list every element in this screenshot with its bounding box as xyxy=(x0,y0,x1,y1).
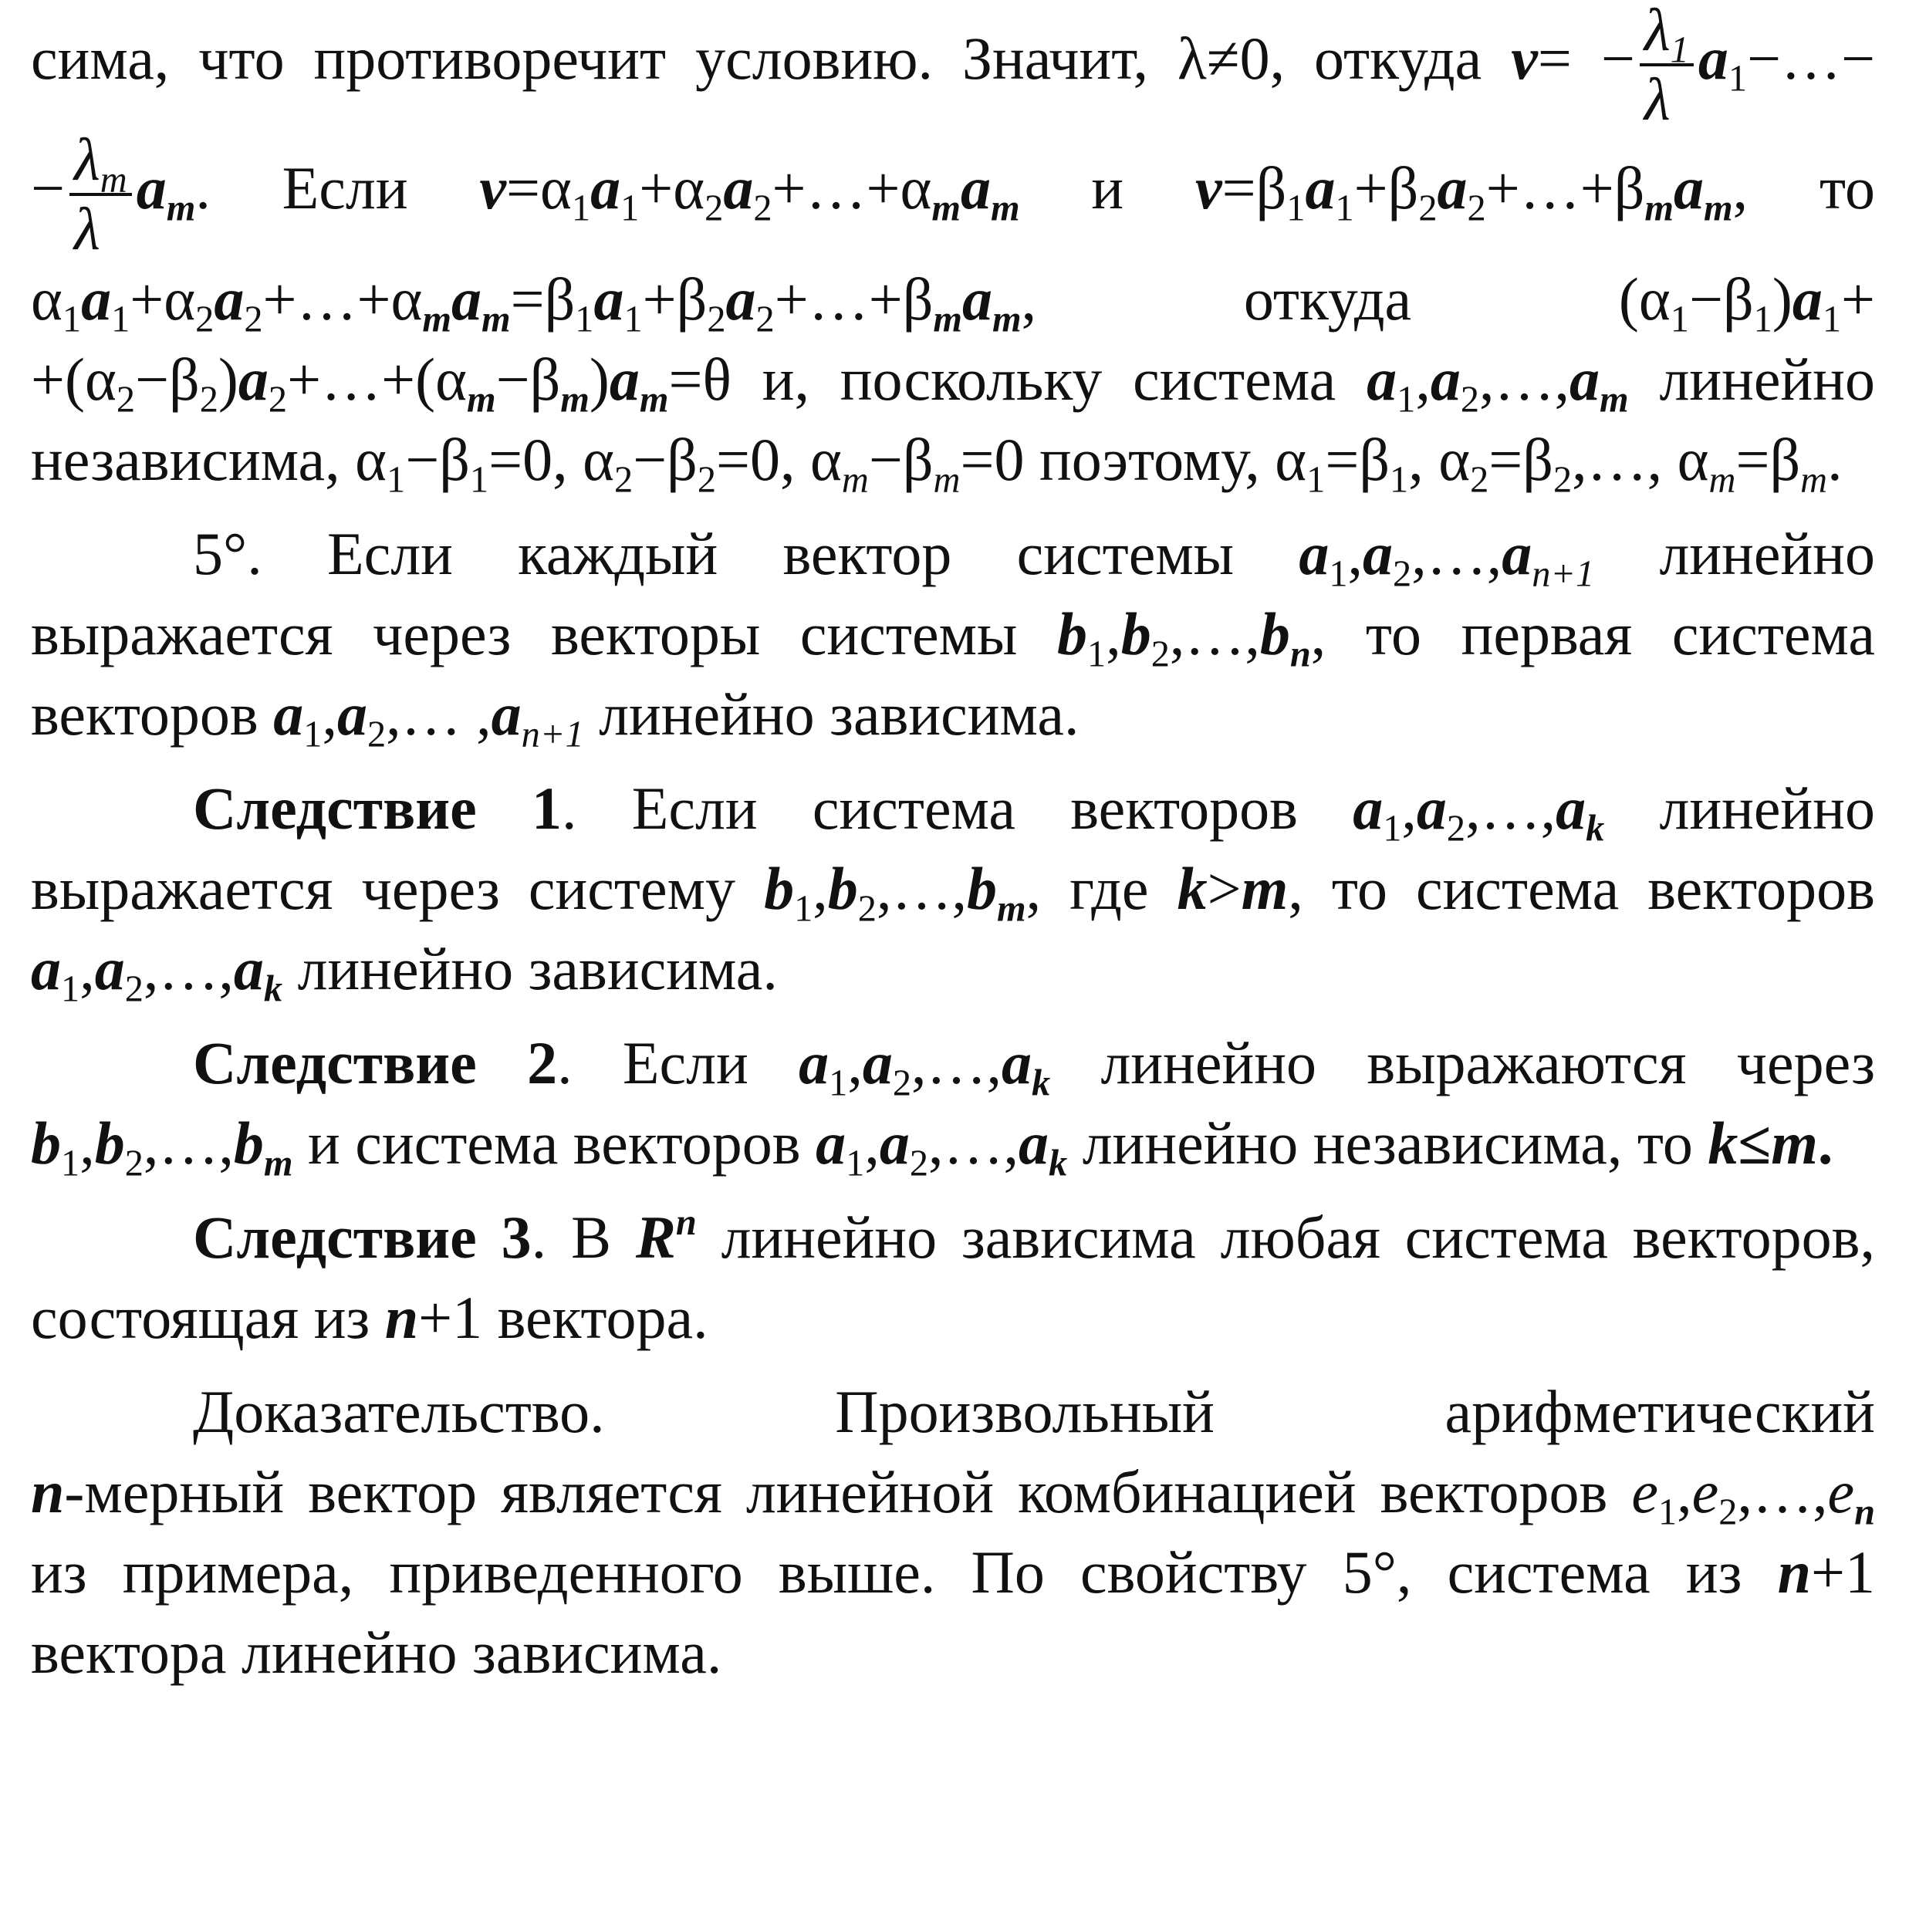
formula-equal-1: $\alpha_1=\beta_1$, xyxy=(1275,426,1424,501)
fraction-lambda1-over-lambda: $\frac{\lambda_1}{\lambda}$ xyxy=(1640,0,1694,130)
text: вектора. xyxy=(497,1284,708,1351)
text: и xyxy=(1091,154,1124,221)
text: Если xyxy=(622,1029,748,1096)
formula-system-a-n1: $a_1,a_2,\dots,a_{n+1}$ xyxy=(1299,520,1595,595)
formula-n-dim: n-мерный вектор является линейной комбинацией векторов xyxy=(31,1458,1608,1525)
formula-alpha-eq-beta: $\alpha_1a_1+\alpha_2a_2+\dots+\alpha_ma_m=\beta_1a_1+\beta_2a_2+\dots+\beta_ma_m$, xyxy=(31,265,1037,340)
formula-system-b-m: $b_1,b_2,\dots,b_m$ xyxy=(764,855,1026,930)
corollary-1: Следствие 1. Если система векторов $a_1,a_2,\dots,a_k$ линейно выражается через систему $b_1,b_2,\dots,b_m$, где k>m, то система векторов $a_1,a_2,\dots,a_k$ линейно зависима. xyxy=(31,775,1876,1010)
text: линейно выражается через систему xyxy=(31,775,1876,922)
formula-system-b-m: $b_1,b_2,\dots,b_m$ xyxy=(31,1110,293,1184)
proof xyxy=(31,1372,1875,1693)
formula-v-alpha: $v=\alpha_1a_1+\alpha_2a_2+\dots+\alpha_ma_m$ xyxy=(479,154,1020,229)
text: линейно зависима любая система векторов, состоящая из xyxy=(31,1204,1876,1351)
formula-n-plus-1: n+1 xyxy=(1777,1539,1875,1606)
formula-system-a-k-2: $a_1,a_2,\dots,a_k$ xyxy=(816,1110,1068,1184)
formula-k-gt-m: k>m xyxy=(1177,855,1289,922)
corollary-2: Следствие 2. Если $a_1,a_2,\dots,a_k$ линейно выражаются через $b_1,b_2,\dots,b_m$ и система векторов $a_1,a_2,\dots,a_k$ линейно независима, то k≤m. xyxy=(31,1029,1876,1184)
text: линейно независима, xyxy=(31,346,1876,493)
corollary-3: Следствие 3. В $R^n$ линейно зависима любая система векторов, состоящая из n+1 вектора. xyxy=(31,1202,1876,1351)
formula-lambda-m-term: − $\frac{\lambda_m}{\lambda}$ $a_m$. xyxy=(31,126,211,262)
formula-system-e: $e_1,e_2,\dots,e_n$ xyxy=(1631,1458,1875,1533)
formula-system-a-k: $a_1,a_2,\dots,a_k$ xyxy=(1353,775,1605,849)
text: Если xyxy=(282,154,408,221)
text: вектора линейно зависима. xyxy=(31,1619,722,1686)
corollary-label: Следствие 3 xyxy=(193,1204,532,1271)
text: , то система векторов xyxy=(1288,855,1876,922)
text: 5°. Если каждый вектор системы xyxy=(193,520,1235,587)
corollary-label: Следствие 1 xyxy=(193,775,562,842)
text: откуда xyxy=(1243,265,1412,333)
formula-differences-1: $(\alpha_1-\beta_1)a_1+$ xyxy=(1618,265,1875,340)
text: Доказательство. Произвольный арифметический xyxy=(193,1378,1875,1445)
text: линейно зависима. xyxy=(599,681,1080,748)
formula-v-expression: v= − $\frac{\lambda_1}{\lambda}$ $a_1-\dots-$ xyxy=(1511,0,1876,133)
document-page xyxy=(31,0,1875,1932)
fraction-lambdam-over-lambda: $\frac{\lambda_m}{\lambda}$ xyxy=(69,130,132,259)
formula-differences-2: $+(\alpha_2-\beta_2)a_2+\dots+(\alpha_m-\beta_m)a_m=\theta$ xyxy=(31,346,732,421)
text: Если система векторов xyxy=(631,775,1298,842)
formula-system-a-k-2: $a_1,a_2,\dots,a_k$ xyxy=(31,935,283,1010)
text: В xyxy=(570,1204,611,1271)
text: , где xyxy=(1025,855,1149,922)
formula-v-beta: $v=\beta_1a_1+\beta_2a_2+\dots+\beta_ma_m$, xyxy=(1194,154,1749,229)
formula-system-a: $a_1,a_2,\dots,a_m$ xyxy=(1367,346,1629,421)
text: то xyxy=(1819,154,1875,221)
text: сима, что противоречит условию. Значит, λ≠0, откуда xyxy=(31,24,1482,92)
text: поэтому, xyxy=(1039,426,1260,493)
formula-system-b-n: $b_1,b_2,\dots,b_n$ xyxy=(1057,600,1311,675)
formula-n-plus-1: n+1 xyxy=(384,1284,483,1351)
formula-system-a-n1-2: $a_1,a_2,\dots$ $,a_{n+1}$ xyxy=(273,681,584,755)
paragraph-proof-continuation xyxy=(31,0,1875,500)
corollary-label: Следствие 2 xyxy=(193,1029,558,1096)
formula-R-n: $R^n$ xyxy=(635,1202,697,1271)
formula-system-a-k: $a_1,a_2,\dots,a_k$ xyxy=(799,1029,1051,1104)
text: , то первая система векторов xyxy=(31,600,1875,748)
text: линейно выражаются через xyxy=(1100,1029,1876,1096)
formula-equal-2-m: $\alpha_2=\beta_2,\dots$, $\alpha_m=\beta_m$. xyxy=(1438,426,1843,501)
text: линейно зависима. xyxy=(297,935,778,1002)
text: из примера, приведенного выше. По свойству 5°, система из xyxy=(31,1539,1742,1606)
formula-diff-zero-2: $\alpha_2-\beta_2=0$, xyxy=(583,426,796,501)
text: линейно независима, то xyxy=(1082,1110,1693,1177)
text: и, поскольку система xyxy=(762,346,1336,413)
property-5 xyxy=(31,514,1875,755)
text: и система векторов xyxy=(308,1110,801,1177)
formula-k-le-m: k≤m. xyxy=(1708,1110,1833,1177)
text: линейно выражается через векторы системы xyxy=(31,520,1876,667)
formula-diff-zero-m: $\alpha_m-\beta_m=0$ xyxy=(810,426,1025,501)
formula-diff-zero-1: $\alpha_1-\beta_1=0$, xyxy=(355,426,568,501)
